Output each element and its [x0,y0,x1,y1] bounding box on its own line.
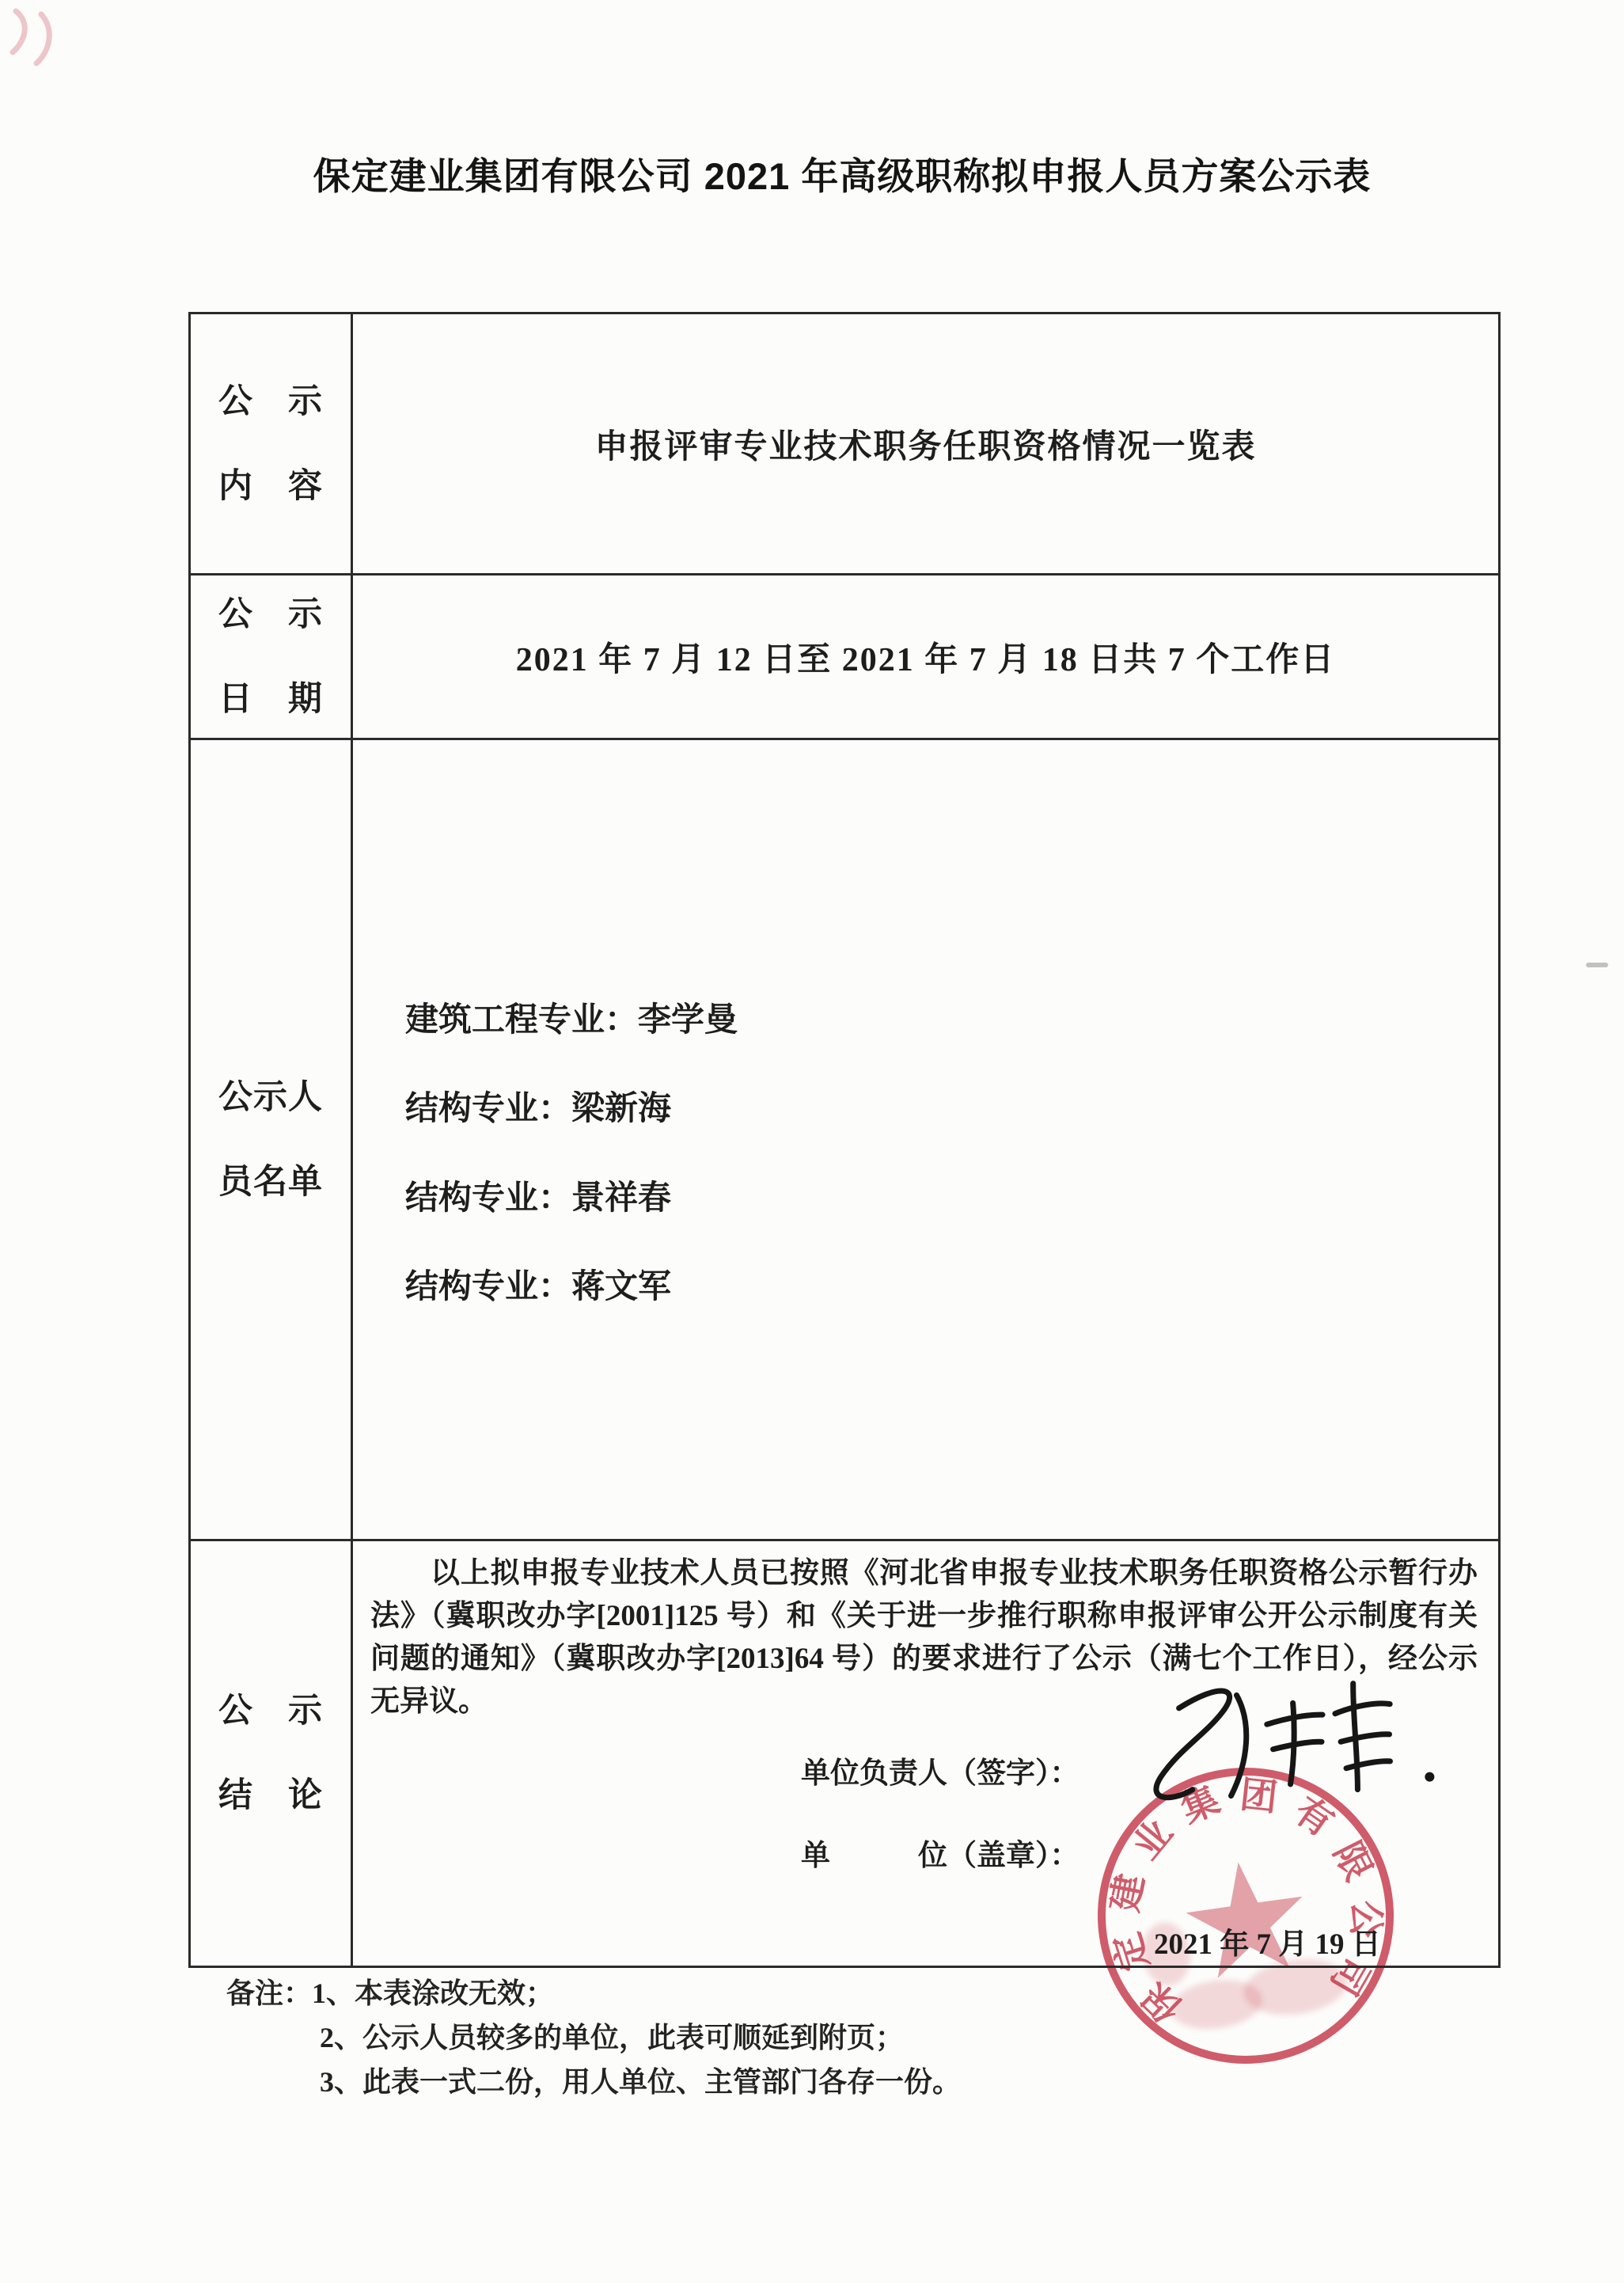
label-line: 公 示 [218,382,323,420]
person-entry: 结构专业：蒋文军 [405,1268,672,1305]
label-line: 内 容 [218,467,323,505]
svg-text:团: 团 [1238,1774,1280,1820]
svg-text:集: 集 [1175,1779,1226,1832]
row-label-people-list [191,740,353,1541]
seal-label: 单 位（盖章）： [801,1840,1080,1872]
cell-public-date [353,575,1498,740]
label-line: 员名单 [218,1163,323,1201]
note-item: 1、本表涂改无效； [312,1977,555,2009]
cell-public-content [353,314,1498,575]
public-date-text: 2021 年 7 月 12 日至 2021 年 7 月 18 日共 7 个工作日 [515,641,1336,678]
notes-prefix: 备注： [226,1977,313,2009]
row-label-public-conclusion [191,1541,353,1966]
svg-text:保: 保 [1135,1973,1191,2030]
conclusion-paragraph: 以上拟申报专业技术人员已按照《河北省申报专业技术职务任职资格公示暂行办法》（冀职改办字[2001]125 号）和《关于进一步推行职称申报评审公开公示制度有关问题的通知》（冀职改办字[2013]64 号）的要求进行了公示（满七个工作日），经公示无异议。 [370,1557,1478,1718]
svg-text:限: 限 [1325,1835,1379,1888]
label-line: 公 示 [218,595,323,633]
person-entry: 结构专业：景祥春 [405,1179,672,1217]
person-entry: 建筑工程专业：李学曼 [405,1002,738,1039]
person-entry: 结构专业：梁新海 [405,1091,672,1128]
label-line: 公 示 [218,1692,323,1730]
note-line [226,1971,961,2015]
issue-date: 2021 年 7 月 19 日 [1154,1928,1381,1961]
svg-text:定: 定 [1106,1928,1157,1976]
svg-text:司: 司 [1322,1949,1377,2002]
svg-text:公: 公 [1344,1899,1387,1939]
svg-text:有: 有 [1286,1790,1341,1845]
notes-block [226,1971,961,2104]
signer-label: 单位负责人（签字）： [801,1757,1080,1790]
svg-text:业: 业 [1125,1812,1182,1867]
row-label-public-date [191,575,353,740]
note-line: 2、公示人员较多的单位，此表可顺延到附页； [320,2022,905,2053]
label-line: 结 论 [218,1777,323,1814]
svg-text:建: 建 [1104,1871,1152,1916]
cell-people-list [353,740,1498,1541]
label-line: 公示人 [218,1078,323,1116]
row-label-public-content [191,314,353,575]
scan-artifact-mark [5,3,68,74]
page-title: 保定建业集团有限公司 2021 年高级职称拟申报人员方案公示表 [313,155,1372,197]
note-line: 3、此表一式二份，用人单位、主管部门各存一份。 [320,2066,962,2098]
label-line: 日 期 [218,680,323,718]
scan-artifact-dash [1586,963,1608,967]
public-content-text: 申报评审专业技术职务任职资格情况一览表 [594,428,1257,465]
signature-dot [1425,1772,1435,1782]
